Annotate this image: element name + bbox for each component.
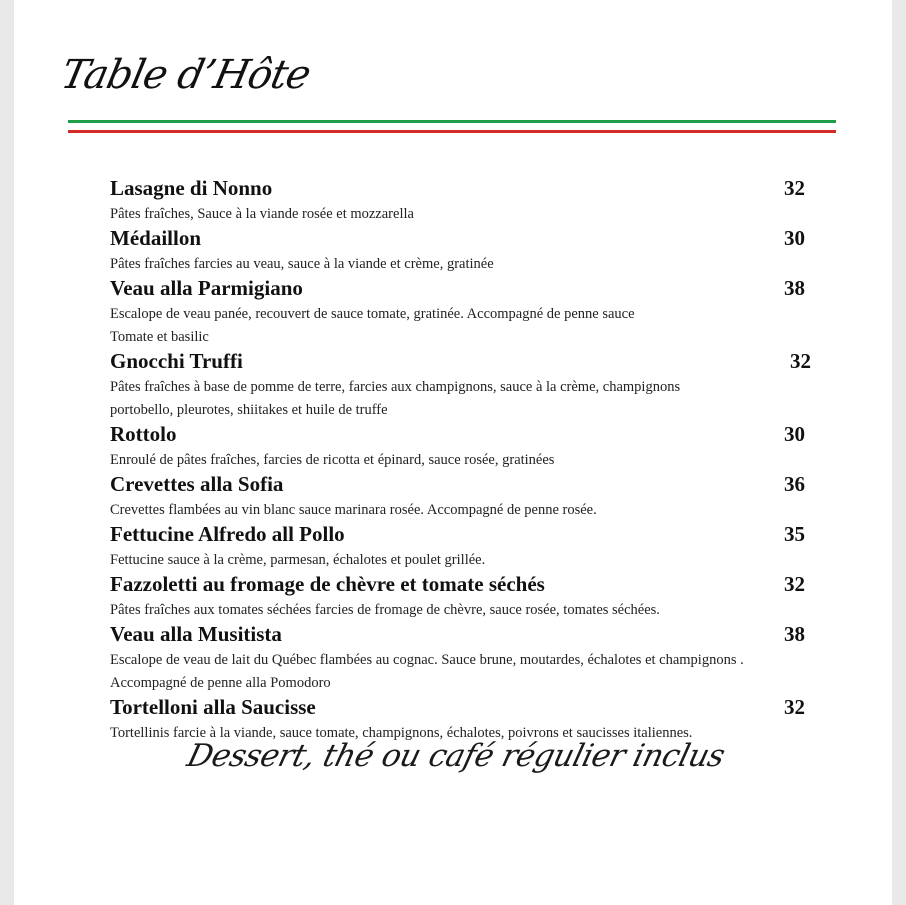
dish-name: Crevettes alla Sofia: [110, 472, 284, 496]
menu-item-fazzoletti: [110, 572, 850, 622]
dish-price: 32: [784, 695, 805, 719]
menu-item-gnocchi: [110, 349, 850, 422]
dish-name: Médaillon: [110, 226, 202, 250]
dish-description: Pâtes fraîches à base de pomme de terre, farcies aux champignons, sauce à la crème, champignons portobello, pleurotes, shiitakes et huile de truffe: [110, 379, 681, 418]
dish-description: Pâtes fraîches farcies au veau, sauce à la viande et crème, gratinée: [110, 256, 494, 272]
menu-item-rottolo: [110, 422, 850, 472]
dish-description: Crevettes flambées au vin blanc sauce marinara rosée. Accompagné de penne rosée.: [110, 502, 597, 518]
dish-description: Pâtes fraîches aux tomates séchées farcies de fromage de chèvre, sauce rosée, tomates séchées.: [110, 602, 660, 618]
red-divider: [68, 130, 836, 133]
menu-item-veau-musitista: [110, 622, 850, 695]
dish-description: Pâtes fraîches, Sauce à la viande rosée et mozzarella: [110, 206, 414, 222]
dish-name: Lasagne di Nonno: [110, 176, 273, 200]
dish-name: Gnocchi Truffi: [110, 349, 243, 373]
dish-description: Tortellinis farcie à la viande, sauce tomate, champignons, échalotes, poivrons et saucisses italiennes.: [110, 725, 693, 741]
menu-item-medaillon: [110, 226, 850, 276]
dish-price: 30: [784, 226, 805, 250]
dish-price: 32: [790, 349, 811, 373]
dish-description: Enroulé de pâtes fraîches, farcies de ricotta et épinard, sauce rosée, gratinées: [110, 452, 555, 468]
menu-item-lasagne: [110, 176, 850, 226]
dish-price: 32: [784, 572, 805, 596]
dish-description: Escalope de veau de lait du Québec flambées au cognac. Sauce brune, moutardes, échalotes et champignons . Accompagné de penne alla Pomodoro: [110, 652, 744, 691]
footer-note: Dessert, thé ou café régulier inclus: [183, 738, 729, 774]
dish-price: 36: [784, 472, 805, 496]
dish-name: Rottolo: [110, 422, 177, 446]
menu-title: Table d’Hôte: [57, 52, 315, 98]
dish-price: 32: [784, 176, 805, 200]
menu-item-veau-parmigiano: [110, 276, 850, 349]
dish-price: 30: [784, 422, 805, 446]
dish-name: Veau alla Musitista: [110, 622, 282, 646]
dish-price: 35: [784, 522, 805, 546]
dish-name: Veau alla Parmigiano: [110, 276, 303, 300]
dish-description: Fettucine sauce à la crème, parmesan, échalotes et poulet grillée.: [110, 552, 486, 568]
dish-price: 38: [784, 622, 805, 646]
dish-name: Fazzoletti au fromage de chèvre et tomate séchés: [110, 572, 545, 596]
menu-list: [110, 176, 850, 745]
menu-item-fettucine: [110, 522, 850, 572]
dish-price: 38: [784, 276, 805, 300]
menu-page: [14, 0, 892, 905]
menu-item-crevettes: [110, 472, 850, 522]
dish-name: Tortelloni alla Saucisse: [110, 695, 316, 719]
green-divider: [68, 120, 836, 123]
dish-description: Escalope de veau panée, recouvert de sauce tomate, gratinée. Accompagné de penne sauce Tomate et basilic: [110, 306, 635, 345]
dish-name: Fettucine Alfredo all Pollo: [110, 522, 345, 546]
